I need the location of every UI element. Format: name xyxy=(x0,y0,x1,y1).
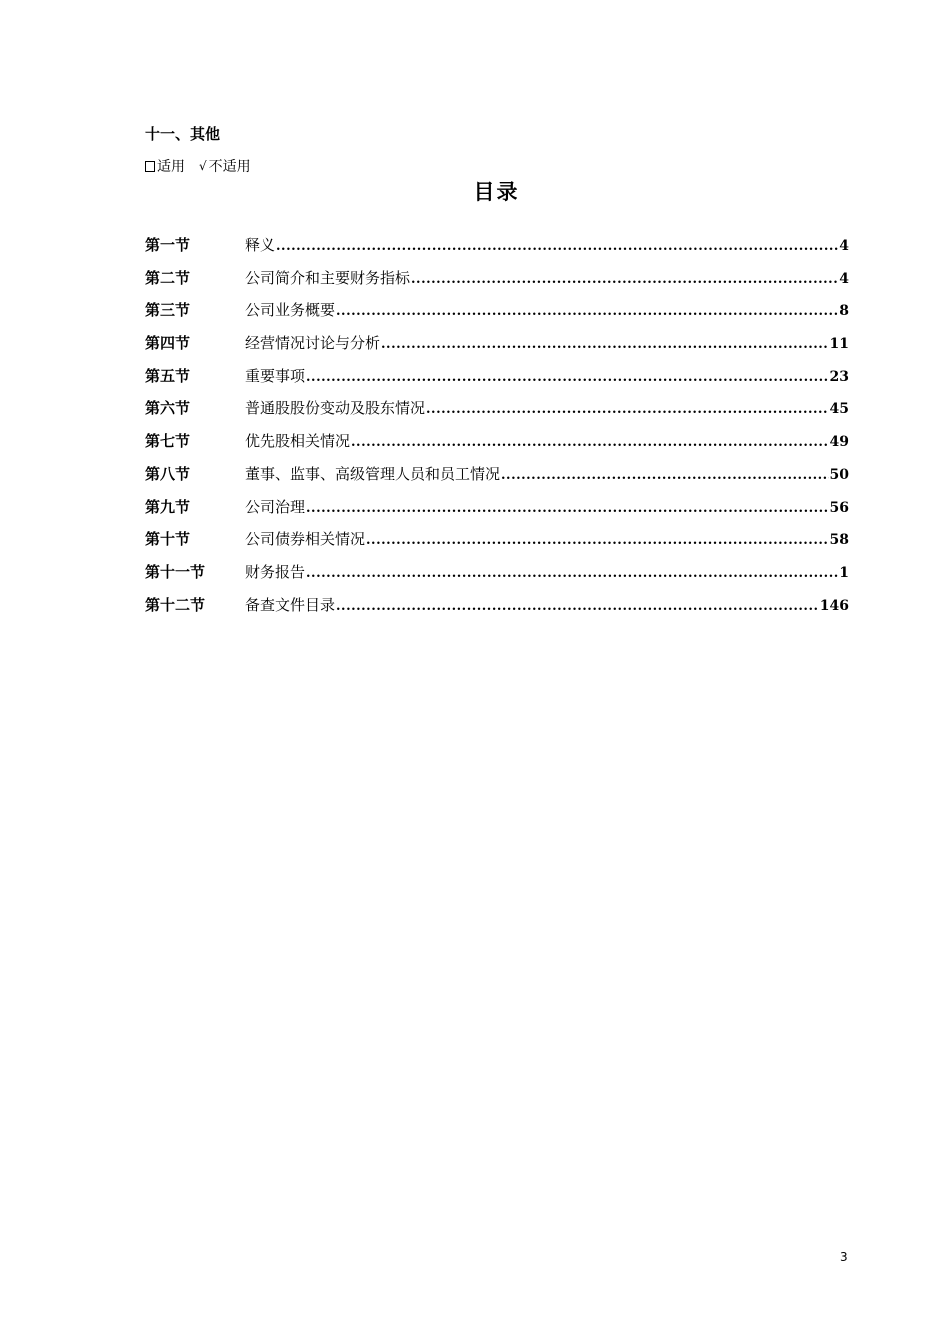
toc-leader-dots xyxy=(381,337,829,352)
toc-entry-name: 公司债券相关情况 xyxy=(245,530,366,549)
toc-entry[interactable] xyxy=(145,463,849,496)
toc-chapter-label: 第四节 xyxy=(145,334,191,353)
toc-leader-dots xyxy=(411,272,838,287)
toc-entry[interactable] xyxy=(145,397,849,430)
toc-entry[interactable] xyxy=(145,267,849,300)
toc-entry-name: 重要事项 xyxy=(245,366,306,385)
toc-entry-name: 公司简介和主要财务指标 xyxy=(245,268,411,287)
toc-entry[interactable] xyxy=(145,496,849,529)
toc-leader-dots xyxy=(366,533,829,548)
toc-page-number: 23 xyxy=(829,368,849,385)
toc-chapter-label: 第十一节 xyxy=(145,562,206,581)
toc-chapter-label: 第七节 xyxy=(145,432,191,451)
toc-entry-name: 财务报告 xyxy=(245,562,306,581)
toc-entry[interactable] xyxy=(145,594,849,627)
toc-entry-name: 释义 xyxy=(245,236,276,254)
option-applicable-label: 适用 xyxy=(157,159,185,175)
toc-chapter-label: 第六节 xyxy=(145,399,191,418)
toc-title: 目录 xyxy=(473,179,520,204)
table-of-contents xyxy=(145,234,849,626)
toc-page-number: 11 xyxy=(829,336,849,353)
toc-page-number: 56 xyxy=(829,499,849,516)
toc-entry-name: 普通股股份变动及股东情况 xyxy=(245,399,426,418)
toc-leader-dots xyxy=(426,402,829,417)
toc-page-number: 4 xyxy=(839,238,849,254)
toc-entry-name: 经营情况讨论与分析 xyxy=(245,334,381,353)
applicability-options xyxy=(145,156,251,176)
toc-leader-dots xyxy=(336,304,838,319)
toc-chapter-label: 第十二节 xyxy=(145,595,206,614)
toc-chapter-label: 第五节 xyxy=(145,366,191,385)
toc-chapter-label: 第三节 xyxy=(145,301,191,320)
toc-chapter-label: 第九节 xyxy=(145,497,191,516)
toc-entry[interactable] xyxy=(145,430,849,463)
toc-entry-name: 董事、监事、高级管理人员和员工情况 xyxy=(245,464,501,483)
toc-leader-dots xyxy=(336,599,819,614)
toc-chapter-label: 第一节 xyxy=(145,236,191,254)
toc-leader-dots xyxy=(276,239,838,254)
toc-leader-dots xyxy=(501,468,829,483)
toc-entry-name: 公司治理 xyxy=(245,497,306,516)
unchecked-box-icon xyxy=(145,161,155,172)
toc-page-number: 58 xyxy=(829,532,849,549)
toc-leader-dots xyxy=(306,370,829,385)
toc-entry-name: 公司业务概要 xyxy=(245,301,336,320)
toc-entry[interactable] xyxy=(145,299,849,332)
toc-page-number: 45 xyxy=(829,401,849,418)
toc-leader-dots xyxy=(306,566,838,581)
toc-leader-dots xyxy=(306,501,829,516)
toc-page-number: 4 xyxy=(839,270,849,287)
toc-page-number: 50 xyxy=(829,466,849,483)
toc-page-number: 49 xyxy=(829,434,849,451)
toc-entry[interactable] xyxy=(145,332,849,365)
page-number: 3 xyxy=(840,1250,848,1264)
toc-entry-name: 备查文件目录 xyxy=(245,595,336,614)
toc-chapter-label: 第二节 xyxy=(145,268,191,287)
toc-entry[interactable] xyxy=(145,528,849,561)
option-not-applicable-label: 不适用 xyxy=(208,159,251,175)
toc-entry[interactable] xyxy=(145,365,849,398)
toc-entry-name: 优先股相关情况 xyxy=(245,432,351,451)
toc-chapter-label: 第十节 xyxy=(145,530,191,549)
toc-page-number: 1 xyxy=(839,564,849,581)
check-mark-icon: √ xyxy=(199,159,207,173)
toc-leader-dots xyxy=(351,435,829,450)
toc-page-number: 146 xyxy=(819,597,849,614)
toc-chapter-label: 第八节 xyxy=(145,464,191,483)
toc-entry[interactable] xyxy=(145,561,849,594)
toc-entry[interactable] xyxy=(145,234,849,267)
toc-page-number: 8 xyxy=(839,303,849,320)
section-heading: 十一、其他 xyxy=(145,125,221,143)
